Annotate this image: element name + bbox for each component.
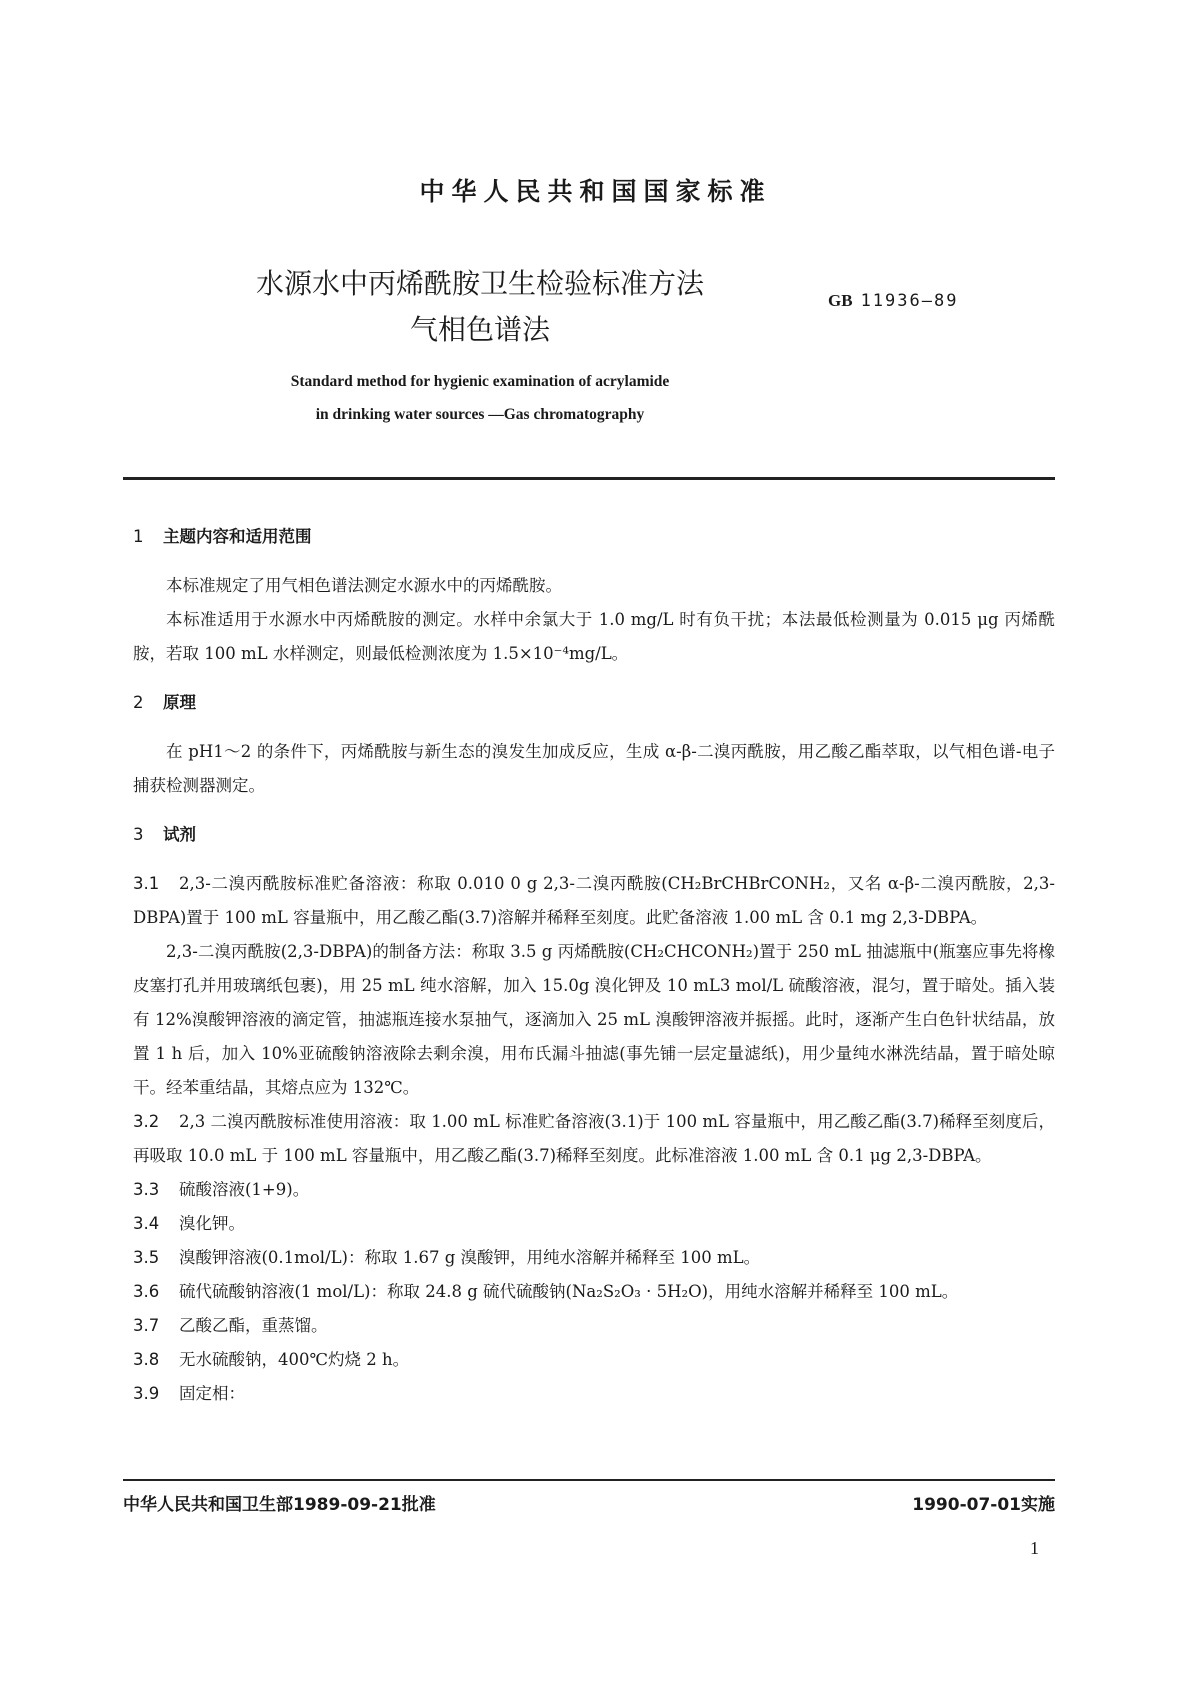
clause-number: 3.4 (133, 1214, 160, 1233)
section-title: 试剂 (163, 825, 196, 844)
section-number: 3 (133, 825, 144, 844)
clause-text: 硫代硫酸钠溶液(1 mol/L)：称取 24.8 g 硫代硫酸钠(Na₂S₂O₃ · 5H₂O)，用纯水溶解并稀释至 100 mL。 (179, 1282, 959, 1301)
paragraph: 本标准规定了用气相色谱法测定水源水中的丙烯酰胺。 (166, 576, 562, 595)
paragraph: 在 pH1～2 的条件下，丙烯酰胺与新生态的溴发生加成反应，生成 α-β-二溴丙酰胺，用乙酸乙酯萃取，以气相色谱-电子捕获检测器测定。 (133, 742, 1055, 795)
clause-text: 2,3 二溴丙酰胺标准使用溶液：取 1.00 mL 标准贮备溶液(3.1)于 100 mL 容量瓶中，用乙酸乙酯(3.7)稀释至刻度后，再吸取 10.0 mL 于 100 mL 容量瓶中，用乙酸乙酯(3.7)稀释至刻度。此标准溶液 1.00 mL 含 0.1 μg 2,3-DBPA。 (133, 1112, 1055, 1165)
clause-number: 3.2 (133, 1112, 160, 1131)
clause-text: 固定相： (179, 1384, 245, 1403)
clause-number: 3.1 (133, 874, 160, 893)
section-heading-3 (133, 818, 1055, 852)
document-subtitle-cn: 气相色谱法 (409, 313, 550, 346)
clause-text: 溴酸钾溶液(0.1mol/L)：称取 1.67 g 溴酸钾，用纯水溶解并稀释至 100 mL。 (179, 1248, 761, 1267)
section-title: 原理 (163, 693, 196, 712)
clause-3-4 (133, 1207, 1055, 1241)
clause-text: 乙酸乙酯，重蒸馏。 (179, 1316, 328, 1335)
paragraph: 本标准适用于水源水中丙烯酰胺的测定。水样中余氯大于 1.0 mg/L 时有负干扰；本法最低检测量为 0.015 μg 丙烯酰胺，若取 100 mL 水样测定，则最低检测浓度为 1.5×10⁻⁴mg/L。 (133, 610, 1055, 663)
document-title-en-line1: Standard method for hygienic examination of acrylamide (290, 373, 670, 390)
section-number: 2 (133, 693, 144, 712)
clause-number: 3.3 (133, 1180, 160, 1199)
clause-3-8 (133, 1343, 1055, 1377)
clause-3-9 (133, 1377, 1055, 1411)
clause-text: 2,3-二溴丙酰胺标准贮备溶液：称取 0.010 0 g 2,3-二溴丙酰胺(CH₂BrCHBrCONH₂，又名 α-β-二溴丙酰胺，2,3-DBPA)置于 100 mL 容量瓶中，用乙酸乙酯(3.7)溶解并稀释至刻度。此贮备溶液 1.00 mL 含 0.1 mg 2,3-DBPA。 (133, 874, 1055, 927)
document-title-cn: 水源水中丙烯酰胺卫生检验标准方法 (255, 267, 704, 300)
approval-statement: 中华人民共和国卫生部1989-09-21批准 (123, 1495, 436, 1515)
document-body (133, 520, 1055, 1411)
clause-3-2 (133, 1105, 1055, 1173)
page-number: 1 (1030, 1538, 1039, 1558)
national-standard-heading: 中华人民共和国国家标准 (419, 177, 772, 206)
header-divider (123, 477, 1055, 480)
clause-number: 3.6 (133, 1282, 160, 1301)
standard-code-number: 11936—89 (860, 291, 959, 311)
clause-number: 3.7 (133, 1316, 160, 1335)
clause-text: 溴化钾。 (179, 1214, 245, 1233)
section-number: 1 (133, 527, 144, 546)
section-heading-1 (133, 520, 1055, 554)
section-title: 主题内容和适用范围 (163, 527, 312, 546)
clause-number: 3.5 (133, 1248, 160, 1267)
effective-date: 1990-07-01实施 (912, 1495, 1055, 1515)
footer-divider (123, 1479, 1055, 1481)
clause-3-7 (133, 1309, 1055, 1343)
clause-3-5 (133, 1241, 1055, 1275)
clause-number: 3.8 (133, 1350, 160, 1369)
section-heading-2 (133, 686, 1055, 720)
clause-3-3 (133, 1173, 1055, 1207)
clause-3-1 (133, 867, 1055, 935)
clause-3-6 (133, 1275, 1055, 1309)
document-title-en-line2: in drinking water sources —Gas chromatography (315, 406, 645, 423)
clause-text: 硫酸溶液(1+9)。 (179, 1180, 310, 1199)
clause-number: 3.9 (133, 1384, 160, 1403)
standard-code (828, 291, 958, 311)
clause-3-1-preparation: 2,3-二溴丙酰胺(2,3-DBPA)的制备方法：称取 3.5 g 丙烯酰胺(CH₂CHCONH₂)置于 250 mL 抽滤瓶中(瓶塞应事先将橡皮塞打孔并用玻璃纸包裹)，用 25 mL 纯水溶解，加入 15.0g 溴化钾及 10 mL3 mol/L 硫酸溶液，混匀，置于暗处。插入装有 12%溴酸钾溶液的滴定管，抽滤瓶连接水泵抽气，逐滴加入 25 mL 溴酸钾溶液并振摇。此时，逐渐产生白色针状结晶，放置 1 h 后，加入 10%亚硫酸钠溶液除去剩余溴，用布氏漏斗抽滤(事先铺一层定量滤纸)，用少量纯水淋洗结晶，置于暗处晾干。经苯重结晶，其熔点应为 132℃。 (133, 942, 1055, 1097)
clause-text: 无水硫酸钠，400℃灼烧 2 h。 (179, 1350, 410, 1369)
standard-code-prefix: GB (828, 291, 853, 310)
